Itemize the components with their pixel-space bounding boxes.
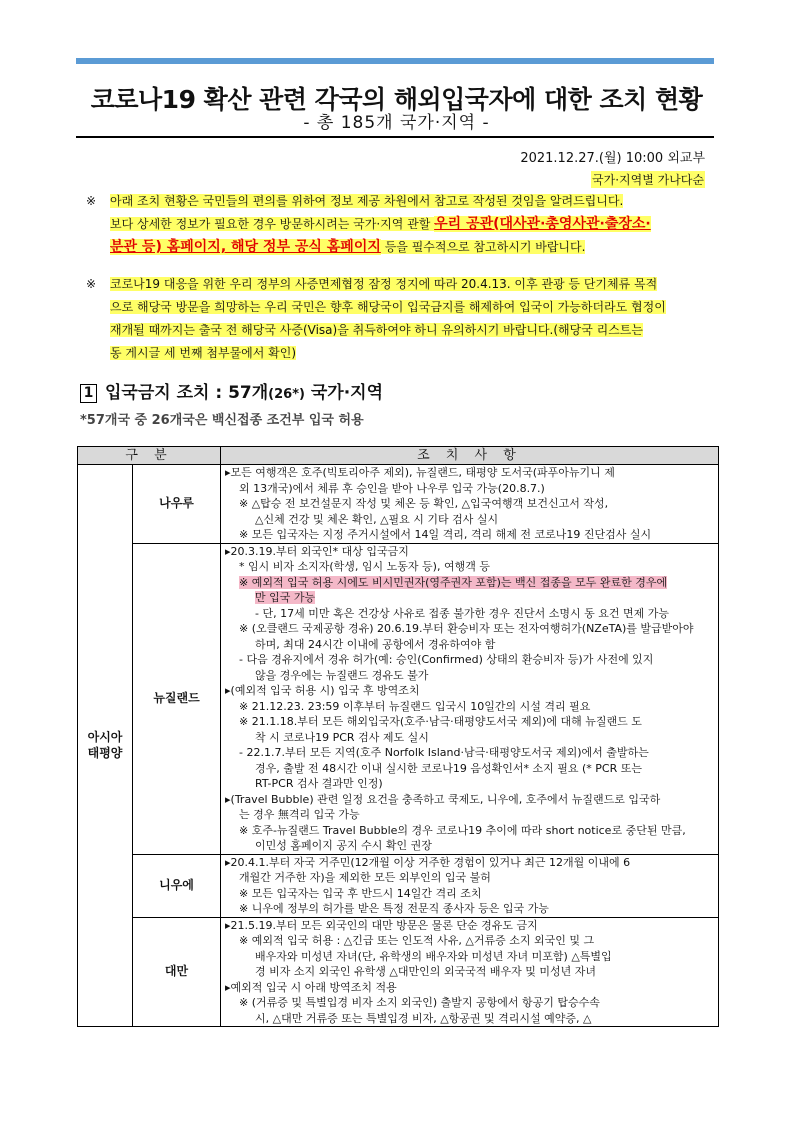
section-heading: [80, 378, 383, 403]
section-suffix: 국가·지역: [304, 383, 384, 403]
notice-line: 으로 해당국 방문을 희망하는 우리 국민은 향후 해당국이 입국금지를 해제하여 입국이 가능하더라도 협정이: [110, 300, 666, 314]
notice-reference: [86, 190, 708, 259]
highlighted-measure-line: 만 입국 가능: [255, 591, 316, 604]
column-header-category: 구 분: [78, 447, 221, 465]
sort-order-note: 국가·지역별 가나다순: [592, 173, 704, 187]
measure-line: ▸(Travel Bubble) 관련 일정 요건을 충족하고 쿡제도, 니우에, 호주에서 뉴질랜드로 입국하: [225, 792, 661, 806]
measure-line: - 단, 17세 미만 혹은 건강상 사유로 접종 불가한 경우 진단서 소명시 동 요건 면제 가능: [255, 606, 669, 620]
measure-line: 않을 경우에는 뉴질랜드 경유도 불가: [255, 668, 429, 682]
measure-line: - 22.1.7.부터 모든 지역(호주 Norfolk Island·남극·태평양도서국 제외)에서 출발하는: [239, 746, 649, 759]
country-cell: 대만: [133, 917, 221, 1027]
page-title: 코로나19 확산 관련 각국의 해외입국자에 대한 조치 현황: [90, 85, 703, 114]
section-count-note: (26*): [268, 387, 305, 402]
publish-date: 2021.12.27.(월) 10:00 외교부: [520, 151, 705, 166]
embassy-link-text[interactable]: 우리 공관(대사관·총영사관·출장소·: [434, 216, 651, 232]
measure-line: * 임시 비자 소지자(학생, 임시 노동자 등), 여행객 등: [239, 560, 490, 573]
measure-line: ※ 모든 입국자는 지정 주거시설에서 14일 격리, 격리 해제 전 코로나19 진단검사 실시: [239, 528, 652, 541]
measure-line: △신체 건강 및 체온 확인, △필요 시 기타 검사 실시: [255, 512, 499, 526]
note-mark: ※: [86, 194, 97, 208]
section-note: *57개국 중 26개국은 백신접종 조건부 입국 허용: [80, 413, 364, 428]
measure-line: - 다음 경유지에서 경유 허가(예: 승인(Confirmed) 상태의 환승비자 등)가 사전에 있지: [239, 653, 654, 666]
measures-cell: [221, 917, 719, 1027]
top-accent-bar: [76, 58, 714, 64]
country-cell: 니우에: [133, 854, 221, 917]
measure-line: ▸20.3.19.부터 외국인* 대상 입국금지: [225, 544, 409, 558]
measure-line: 하며, 최대 24시간 이내에 공항에서 경유하여야 함: [255, 637, 496, 651]
measures-cell: [221, 465, 719, 544]
measure-line: ※ 21.12.23. 23:59 이후부터 뉴질랜드 입국시 10일간의 시설 격리 필요: [239, 699, 591, 713]
measure-line: ※ 호주-뉴질랜드 Travel Bubble의 경우 코로나19 추이에 따라 short notice로 중단된 만큼,: [239, 823, 686, 837]
notice-line: 등을 필수적으로 참고하시기 바랍니다.: [380, 240, 586, 254]
measure-line: 이민성 홈페이지 공지 수시 확인 권장: [255, 839, 432, 852]
measure-line: RT-PCR 검사 결과만 인정): [255, 777, 383, 790]
measure-line: ※ (오클랜드 국제공항 경유) 20.6.19.부터 환승비자 또는 전자여행허가(NZeTA)를 발급받아야: [239, 622, 694, 635]
country-cell: 나우루: [133, 465, 221, 544]
measures-table: [77, 446, 719, 1027]
country-cell: 뉴질랜드: [133, 543, 221, 854]
notice-line: 코로나19 대응을 위한 우리 정부의 사증면제협정 잠정 정지에 따라 20.4.13. 이후 관광 등 단기체류 목적: [110, 277, 658, 291]
measure-line: ※ 예외적 입국 허용 : △긴급 또는 인도적 사유, △거류증 소지 외국인 및 그: [239, 934, 595, 947]
measure-line: ※ 모든 입국자는 입국 후 반드시 14일간 격리 조치: [239, 886, 482, 900]
notice-visa: [86, 273, 708, 365]
measure-line: ▸모든 여행객은 호주(빅토리아주 제외), 뉴질랜드, 태평양 도서국(파푸아뉴기니 제: [225, 466, 615, 479]
measure-line: ▸예외적 입국 시 아래 방역조치 적용: [225, 980, 397, 994]
title-divider: [76, 136, 714, 138]
page-subtitle: - 총 185개 국가·지역 -: [303, 113, 490, 133]
measure-line: 외 13개국)에서 체류 후 승인을 받아 나우루 입국 가능(20.8.7.): [239, 481, 545, 495]
measure-line: ※ 21.1.18.부터 모든 해외입국자(호주·남극·태평양도서국 제외)에 대해 뉴질랜드 도: [239, 715, 642, 728]
region-cell: 아시아 태평양: [78, 465, 133, 1027]
measure-line: ▸(예외적 입국 허용 시) 입국 후 방역조치: [225, 684, 420, 697]
notice-line: 동 게시글 세 번째 첨부물에서 확인): [110, 346, 297, 360]
measure-line: ▸20.4.1.부터 자국 거주민(12개월 이상 거주한 경험이 있거나 최근 12개월 이내에 6: [225, 855, 631, 869]
column-header-measures: 조 치 사 항: [221, 447, 719, 465]
measure-line: ※ (거류증 및 특별입경 비자 소지 외국인) 출발지 공항에서 항공기 탑승수속: [239, 996, 600, 1009]
note-mark: ※: [86, 277, 97, 291]
measure-line: 는 경우 無격리 입국 가능: [239, 808, 360, 821]
measure-line: 착 시 코로나19 PCR 검사 제도 실시: [255, 730, 429, 744]
measure-line: 개월간 거주한 자)을 제외한 모든 외부인의 입국 불허: [239, 871, 491, 884]
notice-line: 재개될 때까지는 출국 전 해당국 사증(Visa)을 취득하여야 하니 유의하시기 바랍니다.(해당국 리스트는: [110, 323, 643, 337]
highlighted-measure-line: ※ 예외적 입국 허용 시에도 비시민권자(영주권자 포함)는 백신 접종을 모두 완료한 경우에: [239, 575, 668, 589]
measure-line: 시, △대만 거류증 또는 특별입경 비자, △항공권 및 격리시설 예약증, △: [255, 1011, 592, 1025]
measure-line: 경 비자 소지 외국인 유학생 △대만인의 외국국적 배우자 및 미성년 자녀: [255, 965, 596, 978]
measures-cell: [221, 854, 719, 917]
measure-line: ▸21.5.19.부터 모든 외국인의 대만 방문은 물론 단순 경유도 금지: [225, 918, 538, 932]
section-title: 입국금지 조치 : 57개: [105, 383, 269, 403]
measure-line: 배우자와 미성년 자녀(단, 유학생의 배우자와 미성년 자녀 미포함) △특별입: [255, 949, 612, 963]
notice-line: 아래 조치 현황은 국민들의 편의를 위하여 정보 제공 차원에서 참고로 작성된 것임을 알려드립니다.: [110, 194, 624, 208]
measures-cell: [221, 543, 719, 854]
measure-line: 경우, 출발 전 48시간 이내 실시한 코로나19 음성확인서* 소지 필요 (* PCR 또는: [255, 761, 642, 775]
government-link-text[interactable]: 분관 등) 홈페이지, 해당 정부 공식 홈페이지: [110, 239, 381, 255]
measure-line: ※ △탑승 전 보건설문지 작성 및 체온 등 확인, △입국여행객 보건신고서 작성,: [239, 497, 609, 510]
notice-line: 보다 상세한 정보가 필요한 경우 방문하시려는 국가·지역 관할: [110, 217, 435, 231]
measure-line: ※ 니우에 정부의 허가를 받은 특정 전문직 종사자 등은 입국 가능: [239, 902, 549, 915]
section-number: 1: [80, 384, 97, 403]
